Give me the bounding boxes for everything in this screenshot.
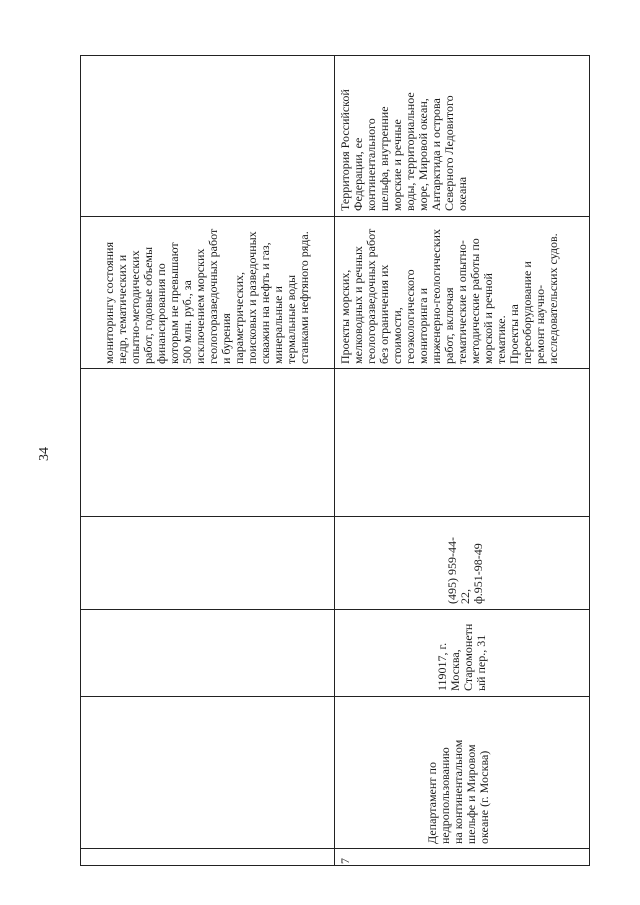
description-continuation-cell: мониторингу состояния недр, тематических и опытно-методических работ, годовые объемы финансирования по которым не превышают 500 млн. руб., за исключением морских геологоразведочных работ и бурения параметрических, поисковых и разведочных скважин на нефть и газ, минеральные и термальные воды станками нефтяного ряда. (102, 228, 311, 364)
row-number-cell: 7 (338, 858, 352, 864)
row-divider (334, 56, 335, 865)
department-cell: Департамент по недропользованию на континентальном шельфе и Мировом океане (г. Москва) (425, 739, 491, 844)
column-divider (81, 848, 589, 849)
page-number: 34 (37, 447, 52, 461)
document-table (80, 55, 590, 866)
column-divider (81, 609, 589, 610)
column-divider (81, 368, 589, 369)
address-cell: 119017, г. Москва, Старомонетн ый пер., 31 (435, 623, 488, 691)
column-divider (81, 216, 589, 217)
phone-cell: (495) 959-44- 22, ф.951-98-49 (445, 537, 485, 604)
projects-cell: Проекты морских, мелководных и речных геологоразведочных работ без ограничения их стоимости, геоэкологического мониторинга и инженерно-геологических работ, включая тематические и опытно- методические работы по морской и речной тематике. Проекты на переоборудование и ремонт научно- исследовательских судов. (338, 228, 560, 364)
column-divider (81, 516, 589, 517)
territory-cell: Территория Российской Федерации, ее континентального шельфа, внутренние морские и речные воды, территориальное море, Мировой океан, Антарктида и острова Северного Ледовитого океана (338, 89, 469, 211)
column-divider (81, 696, 589, 697)
